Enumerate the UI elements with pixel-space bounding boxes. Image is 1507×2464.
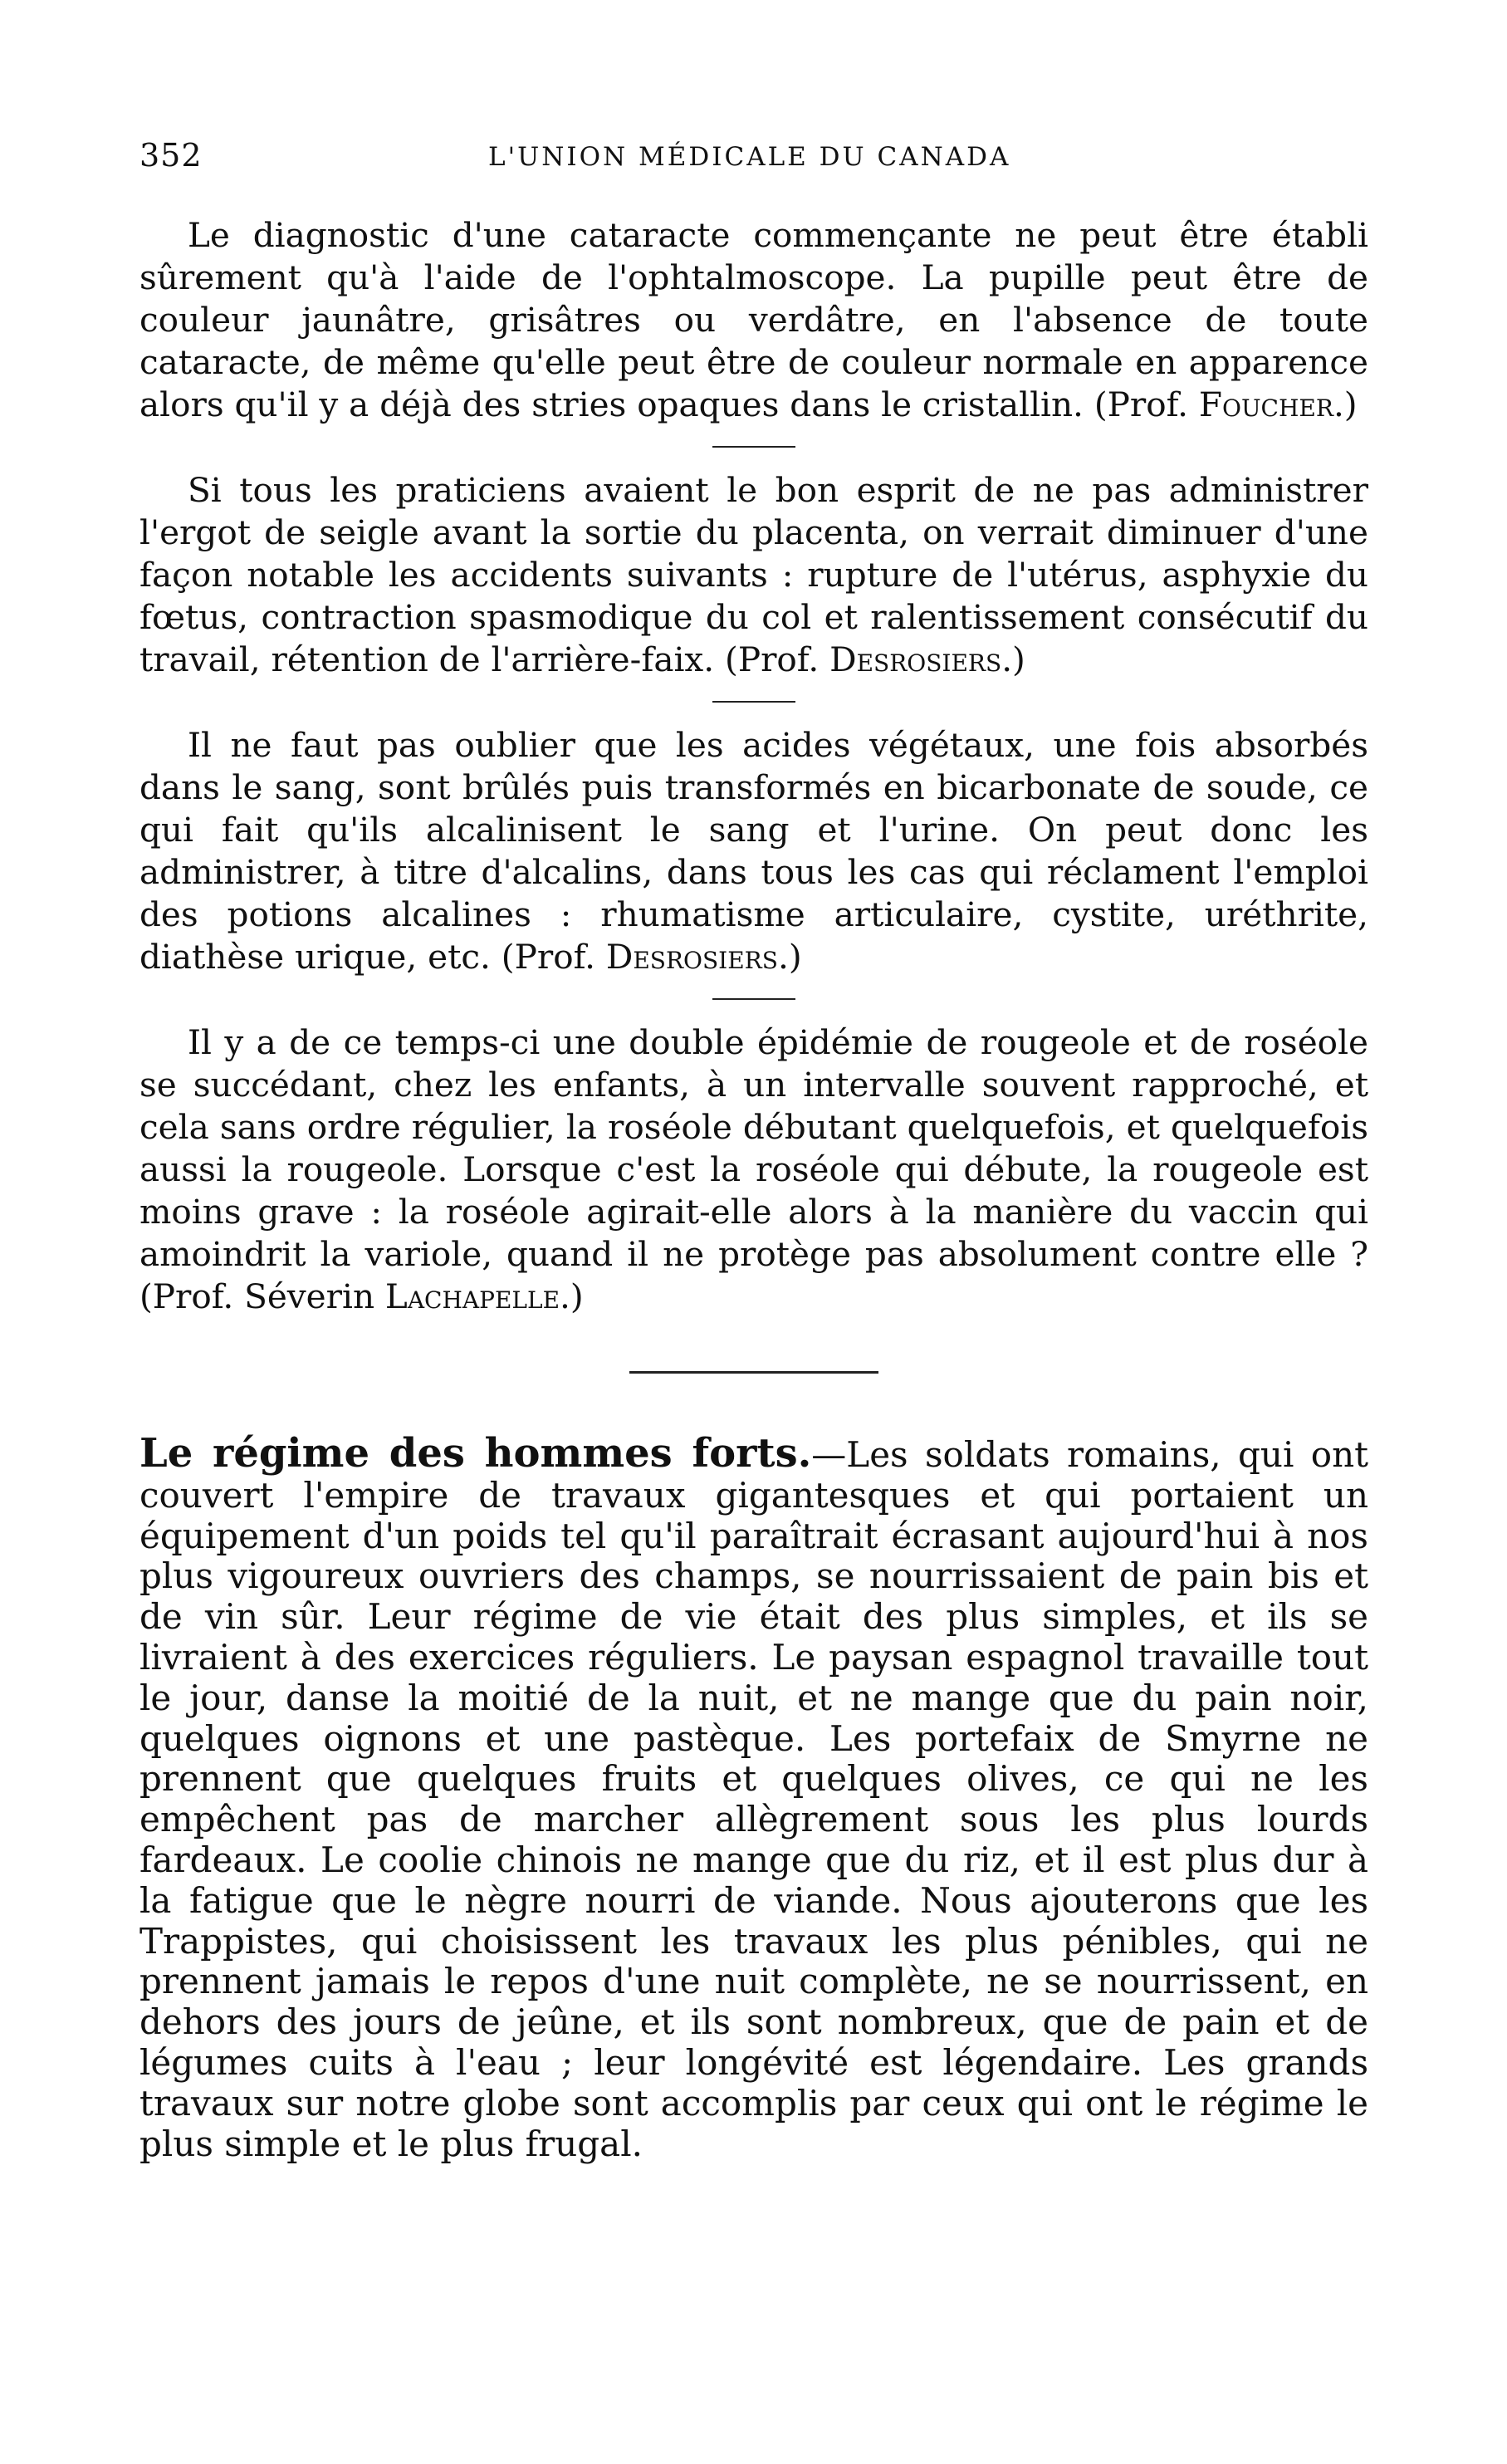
note-citation-prefix: (Prof. (725, 639, 830, 679)
note-citation-name: Foucher (1198, 385, 1333, 424)
note-citation-prefix: (Prof. (1094, 385, 1199, 424)
section-divider (712, 446, 795, 448)
section-divider (712, 998, 795, 1000)
page-header (139, 137, 1368, 179)
note-paragraph (139, 724, 1368, 978)
note-citation-name: Lachapelle (384, 1276, 560, 1316)
note-citation-suffix: .) (1001, 639, 1025, 679)
note-text: Le diagnostic d'une cataracte commençante ne peut être établi sûrement qu'à l'aide de l'ophtalmoscope. La pupille peut être de couleur jaunâtre, grisâtres ou verdâtre, en l'absence de toute cataracte, de même qu'elle peut être de couleur normale en apparence alors qu'il y a déjà des stries opaques dans le cristallin. (139, 215, 1368, 424)
note-text: Il ne faut pas oublier que les acides végétaux, une fois absorbés dans le sang, sont brûlés puis transformés en bicarbonate de soude, ce qui fait qu'ils alcalinisent le sang et l'urine. On peut donc les administrer, à titre d'alcalins, dans tous les cas qui réclament l'emploi des potions alcalines : rhumatisme articulaire, cystite, uréthrite, diathèse urique, etc. (139, 725, 1368, 977)
article (139, 1430, 1368, 2164)
article-text: —Les soldats romains, qui ont couvert l'empire de travaux gigantesques et qui portaient un équipement d'un poids tel qu'il paraîtrait écrasant aujourd'hui à nos plus vigoureux ouvriers des champs, se nourrissaient de pain bis et de vin sûr. Leur régime de vie était des plus simples, et ils se livraient à des exercices réguliers. Le paysan espagnol travaille tout le jour, danse la moitié de la nuit, et ne mange que du pain noir, quelques oignons et une pastèque. Les portefaix de Smyrne ne prennent que quelques fruits et quelques olives, ce qui ne les empêchent pas de marcher allègrement sous les plus lourds fardeaux. Le coolie chinois ne mange que du riz, et il est plus dur à la fatigue que le nègre nourri de viande. Nous ajouterons que les Trappistes, qui choisissent les travaux les plus pénibles, qui ne prennent jamais le repos d'une nuit complète, ne se nourrissent, en dehors des jours de jeûne, et ils sont nombreux, que de pain et de légumes cuits à l'eau ; leur longévité est légendaire. Les grands travaux sur notre globe sont accomplis par ceux qui ont le régime le plus simple et le plus frugal. (139, 1434, 1368, 2164)
article-paragraph (139, 1430, 1368, 2164)
article-divider (629, 1371, 878, 1374)
article-title: Le régime des hommes forts. (139, 1430, 812, 1477)
note-paragraph (139, 1021, 1368, 1318)
note-citation-suffix: .) (560, 1276, 584, 1316)
running-title: L'UNION MÉDICALE DU CANADA (488, 142, 1011, 172)
section-divider (712, 701, 795, 703)
note-citation-prefix: (Prof. (501, 937, 606, 977)
note-paragraph (139, 214, 1368, 426)
note-citation-name: Desrosiers (829, 639, 1002, 679)
note-text: Il y a de ce temps-ci une double épidémie de rougeole et de roséole se succédant, chez les enfants, à un intervalle souvent rapproché, et cela sans ordre régulier, la roséole débutant quelquefois, et quelquefois aussi la rougeole. Lorsque c'est la roséole qui débute, la rougeole est moins grave : la roséole agirait-elle alors à la manière du vaccin qui amoindrit la variole, quand il ne protège pas absolument contre elle ? (139, 1022, 1368, 1274)
note-text: Si tous les praticiens avaient le bon esprit de ne pas administrer l'ergot de seigle avant la sortie du placenta, on verrait diminuer d'une façon notable les accidents suivants : rupture de l'utérus, asphyxie du fœtus, contraction spasmodique du col et ralentissement consécutif du travail, rétention de l'arrière-faix. (139, 470, 1368, 679)
note-citation-suffix: .) (777, 937, 802, 977)
note-citation-name: Desrosiers (605, 937, 778, 977)
note-citation-prefix: (Prof. Séverin (139, 1276, 385, 1316)
note-paragraph (139, 469, 1368, 681)
page-body (139, 214, 1368, 2164)
page-number: 352 (139, 137, 203, 174)
note-citation-suffix: .) (1333, 385, 1358, 424)
